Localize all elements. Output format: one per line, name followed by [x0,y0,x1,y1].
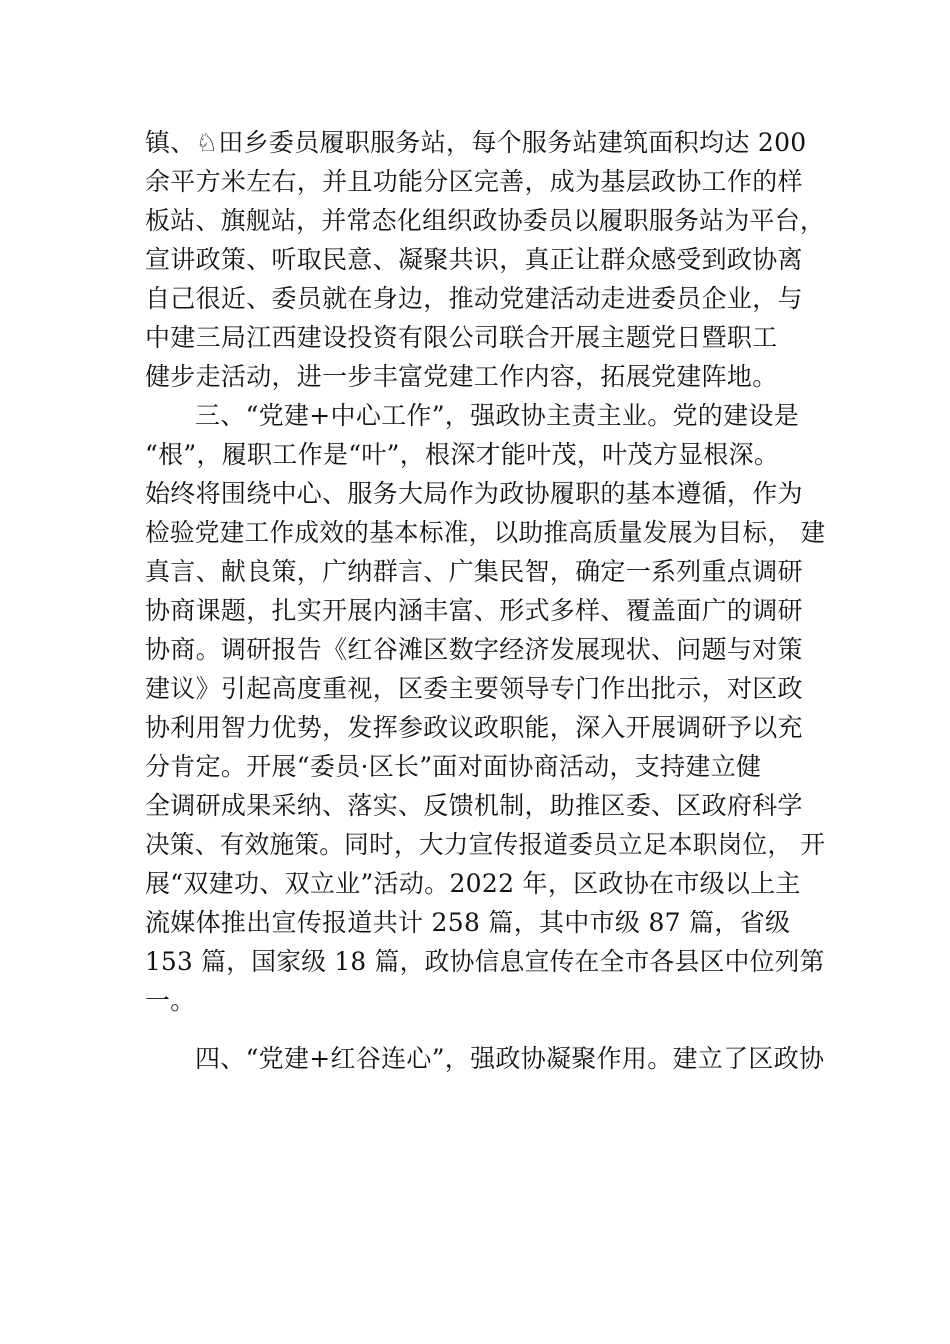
text-line: 健步走活动，进一步丰富党建工作内容，拓展党建阵地。 [145,362,778,391]
text-line: “根”，履职工作是“叶”，根深才能叶茂，叶茂方显根深。 [145,440,780,469]
text-line: 协商课题，扎实开展内涵丰富、形式多样、覆盖面广的调研 [145,596,803,625]
text-line: 153 篇，国家级 18 篇，政协信息宣传在全市各县区中位列第 [145,947,825,976]
paragraph-4-first-line: 四、“党建+红谷连心”，强政协凝聚作用。建立了区政协 [195,1044,825,1073]
text-line: 协利用智力优势，发挥参政议政职能，深入开展调研予以充 [145,713,803,742]
text-line: 流媒体推出宣传报道共计 258 篇，其中市级 87 篇，省级 [145,908,791,937]
text-line: 协商。调研报告《红谷滩区数字经济发展现状、问题与对策 [145,635,803,664]
text-line: 真言、献良策，广纳群言、广集民智，确定一系列重点调研 [145,557,803,586]
text-line: 决策、有效施策。同时，大力宣传报道委员立足本职岗位， 开 [145,830,826,859]
text-line: 建议》引起高度重视，区委主要领导专门作出批示，对区政 [145,674,803,703]
text-line: 板站、旗舰站，并常态化组织政协委员以履职服务站为平台， [145,206,826,235]
text-line: 自己很近、委员就在身边，推动党建活动走进委员企业，与 [145,284,803,313]
text-line: 分肯定。开展“委员·区长”面对面协商活动，支持建立健 [145,752,762,781]
text-line: 展“双建功、双立业”活动。2022 年，区政协在市级以上主 [145,869,801,898]
text-line: 余平方米左右，并且功能分区完善，成为基层政协工作的样 [145,167,803,196]
text-line: 宣讲政策、听取民意、凝聚共识，真正让群众感受到政协离 [145,245,803,274]
text-line: 全调研成果采纳、落实、反馈机制，助推区委、区政府科学 [145,791,803,820]
text-line: 始终将围绕中心、服务大局作为政协履职的基本遵循，作为 [145,479,803,508]
text-line: 镇、♘田乡委员履职服务站，每个服务站建筑面积均达 200 [145,128,807,157]
paragraph-3-first-line: 三、“党建+中心工作”，强政协主责主业。党的建设是 [195,401,800,430]
text-line: 检验党建工作成效的基本标准，以助推高质量发展为目标， 建 [145,518,826,547]
text-line: 一。 [145,986,196,1015]
text-line: 中建三局江西建设投资有限公司联合开展主题党日暨职工 [145,323,778,352]
